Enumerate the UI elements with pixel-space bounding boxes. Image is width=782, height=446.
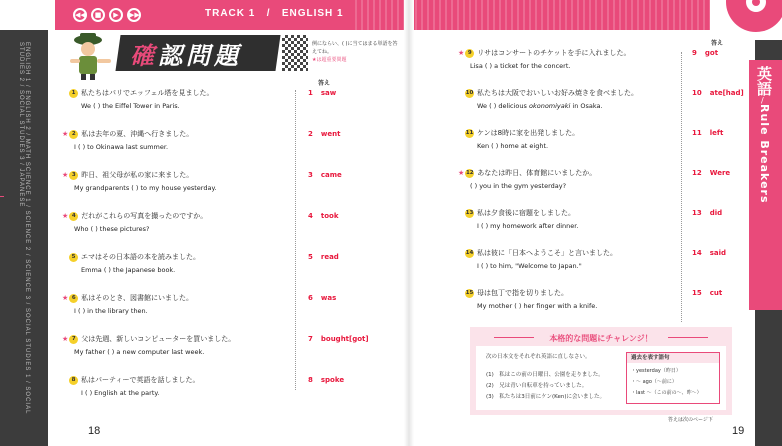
- question-number: 10: [465, 89, 474, 96]
- hint-item: ・yesterday（昨日）: [631, 368, 681, 374]
- answer-divider-left: [295, 90, 301, 390]
- book-gutter: [404, 0, 414, 446]
- answer-number: 3: [308, 171, 313, 179]
- question-english: [477, 142, 548, 150]
- answer-value: took: [320, 212, 339, 220]
- answer-number: 5: [308, 253, 313, 261]
- answer-number: 4: [308, 212, 313, 220]
- title-instruction: [312, 40, 400, 64]
- answer-value: said: [709, 249, 727, 257]
- disc-icon: [720, 0, 782, 40]
- question-english-italic: okonomiyaki: [528, 102, 571, 110]
- question-japanese: [465, 88, 638, 98]
- page-number-left: 18: [88, 425, 101, 437]
- question-japanese: [62, 170, 193, 180]
- answer-value: got: [704, 49, 719, 57]
- answer-number: 7: [308, 335, 313, 343]
- hint-title: 過去を表す語句: [627, 353, 719, 363]
- answer-number: 10: [692, 89, 702, 97]
- hint-item: ・last 〜（この前の〜、昨〜）: [631, 390, 702, 396]
- question-english-text: Lisa ( ) a ticket for the concert.: [470, 62, 571, 70]
- question-japanese: [62, 293, 193, 303]
- question-text: 私たちは大阪でおいしいお好み焼きを食べました。: [477, 89, 638, 97]
- question-number: 7: [69, 335, 78, 344]
- question-number: 1: [69, 89, 78, 98]
- question-text: ケンは8時に家を出発しました。: [477, 129, 580, 137]
- answer-value: read: [320, 253, 339, 261]
- question-english: [477, 262, 582, 270]
- question-text: 私はパーティーで英語を話しました。: [81, 376, 200, 384]
- answer-value: saw: [320, 89, 337, 97]
- question-english-text: Ken ( ) home at eight.: [477, 142, 549, 150]
- question-japanese: [458, 48, 631, 58]
- title-accent-char: 確: [130, 42, 158, 70]
- answer-value: was: [320, 294, 337, 302]
- answer-value: bought[got]: [320, 335, 369, 343]
- answer-value: Were: [709, 169, 731, 177]
- question-text: 昨日、祖父母が私の家に来ました。: [81, 171, 194, 179]
- answer: [308, 171, 342, 179]
- question-english: My father ( ) a new computer last week.: [74, 348, 205, 356]
- question-japanese: [69, 252, 200, 262]
- challenge-item: (1) 私はこの前の日曜日、公園を走りました。: [486, 372, 604, 378]
- rewind-icon[interactable]: ◀◀: [73, 8, 87, 22]
- challenge-instruction: 次の日本文をそれぞれ英語に直しなさい。: [486, 354, 591, 360]
- question-text: リサはコンサートのチケットを手に入れました。: [477, 49, 631, 57]
- mascot-icon: [60, 32, 118, 80]
- question-number: 2: [69, 130, 78, 139]
- question-english: [477, 302, 597, 310]
- instruction-text: 例にならい、( )に当てはまる単語を答えてね。: [312, 41, 398, 55]
- answer-number: 15: [692, 289, 702, 297]
- question-japanese: [62, 211, 207, 221]
- question-english: We ( ) the Eiffel Tower in Paris.: [81, 102, 180, 110]
- challenge-box: [470, 327, 732, 415]
- subject-tab-label: 英語: [755, 66, 773, 96]
- answer-heading-right: 答え: [711, 40, 724, 47]
- track-subject: ENGLISH 1: [281, 8, 344, 19]
- question-japanese: [62, 129, 193, 139]
- stop-icon[interactable]: ■: [91, 8, 105, 22]
- title-rest: 認問題: [158, 42, 242, 70]
- question-number: 8: [69, 376, 78, 385]
- answer-number: 13: [692, 209, 702, 217]
- question-english: [477, 102, 603, 110]
- answer-number: 14: [692, 249, 702, 257]
- question-english: [477, 222, 578, 230]
- page-title: [130, 36, 242, 71]
- answer-value: ate[had]: [709, 89, 744, 97]
- left-spine: [0, 30, 48, 446]
- answer-value: came: [320, 171, 342, 179]
- forward-icon[interactable]: ▶▶: [127, 8, 141, 22]
- question-english: My grandparents ( ) to my house yesterday.: [74, 184, 217, 192]
- question-text: あなたは昨日、体育館にいましたか。: [477, 169, 597, 177]
- next-page-note: 答えは次のページ下: [668, 417, 713, 423]
- answer-heading-left: 答え: [318, 80, 331, 87]
- question-number: 14: [465, 249, 474, 256]
- answer: [692, 209, 722, 217]
- question-english-text: I ( ) my homework after dinner.: [477, 222, 579, 230]
- question-text: 私は去年の夏、沖縄へ行きました。: [81, 130, 194, 138]
- star-icon: ★: [62, 171, 69, 179]
- star-icon: ★: [62, 335, 69, 343]
- question-japanese: [465, 288, 568, 298]
- question-english: Emma ( ) the Japanese book.: [81, 266, 176, 274]
- challenge-item: (3) 私たちは3日前にケン(Ken)に会いました。: [486, 394, 606, 400]
- question-english-text: in Osaka.: [570, 102, 603, 110]
- question-number: 15: [465, 289, 474, 296]
- answer: [692, 249, 726, 257]
- question-english-text: My mother ( ) her finger with a knife.: [477, 302, 598, 310]
- answer-number: 1: [308, 89, 313, 97]
- question-text: エマはその日本語の本を読みました。: [81, 253, 200, 261]
- question-text: 私は彼に「日本へようこそ」と言いました。: [477, 249, 617, 257]
- answer: [692, 49, 718, 57]
- question-english: [470, 62, 570, 70]
- header-bar: [55, 0, 710, 30]
- answer: [308, 376, 344, 384]
- answer-value: cut: [709, 289, 723, 297]
- star-icon: ★: [62, 212, 69, 220]
- answer-value: went: [320, 130, 341, 138]
- question-number: 11: [465, 129, 474, 136]
- answer-number: 12: [692, 169, 702, 177]
- star-note: ★は超重要問題: [312, 57, 347, 63]
- answer-number: 2: [308, 130, 313, 138]
- question-japanese: [465, 208, 575, 218]
- question-english-text: ( ) you in the gym yesterday?: [470, 182, 567, 190]
- answer-number: 9: [692, 49, 697, 57]
- question-number: 5: [69, 253, 78, 262]
- track-separator: /: [266, 8, 271, 19]
- question-text: 私はそのとき、図書館にいました。: [81, 294, 194, 302]
- challenge-title: 本格的な問題にチャレンジ！: [549, 334, 653, 343]
- question-japanese: [465, 248, 617, 258]
- question-english: I ( ) English at the party.: [81, 389, 160, 397]
- question-japanese: [458, 168, 596, 178]
- question-english-text: I ( ) to him, "Welcome to Japan.": [477, 262, 582, 270]
- answer: [308, 130, 340, 138]
- answer-divider-right: [681, 52, 687, 322]
- answer-value: left: [709, 129, 724, 137]
- question-text: 私は夕食後に宿題をしました。: [477, 209, 575, 217]
- play-icon[interactable]: ▶: [109, 8, 123, 22]
- answer: [308, 253, 339, 261]
- edge-mark: [0, 196, 4, 197]
- question-japanese: [69, 88, 214, 98]
- answer-value: spoke: [320, 376, 345, 384]
- question-japanese: [465, 128, 579, 138]
- question-text: 私たちはパリでエッフェル塔を見ました。: [81, 89, 214, 97]
- page-number-right: 19: [732, 425, 745, 437]
- subject-tab-separator: /: [761, 96, 764, 105]
- question-japanese: [62, 334, 235, 344]
- track-number: TRACK 1: [205, 8, 256, 19]
- track-label: [205, 8, 344, 19]
- question-text: 母は包丁で指を切りました。: [477, 289, 568, 297]
- question-text: 父は先週、新しいコンピューターを買いました。: [81, 335, 236, 343]
- question-number: 6: [69, 294, 78, 303]
- star-icon: ★: [458, 169, 465, 177]
- answer: [308, 294, 336, 302]
- answer: [308, 89, 336, 97]
- answer: [692, 89, 744, 97]
- star-icon: ★: [458, 49, 465, 57]
- question-english-text: We ( ) delicious: [477, 102, 529, 110]
- answer: [308, 212, 339, 220]
- answer-number: 6: [308, 294, 313, 302]
- answer-number: 11: [692, 129, 702, 137]
- answer-value: did: [709, 209, 723, 217]
- question-english: I ( ) to Okinawa last summer.: [74, 143, 169, 151]
- star-icon: ★: [62, 294, 69, 302]
- checker-pattern: [282, 35, 308, 71]
- hint-box: [626, 352, 720, 404]
- section-tab-label: Rule Breakers: [758, 104, 771, 204]
- question-number: 4: [69, 212, 78, 221]
- star-icon: ★: [62, 130, 69, 138]
- question-number: 12: [465, 169, 474, 176]
- answer: [692, 169, 730, 177]
- challenge-item: (2) 兄は青い自転車を持っていました。: [486, 383, 588, 389]
- answer: [308, 335, 369, 343]
- question-text: だれがこれらの写真を撮ったのですか。: [81, 212, 208, 220]
- question-english: [470, 182, 566, 190]
- subject-tab[interactable]: [749, 60, 782, 310]
- answer: [692, 289, 722, 297]
- question-number: 13: [465, 209, 474, 216]
- question-number: 9: [465, 49, 474, 58]
- answer-number: 8: [308, 376, 313, 384]
- question-english: I ( ) in the library then.: [74, 307, 148, 315]
- challenge-content: [476, 346, 726, 410]
- question-japanese: [69, 375, 199, 385]
- answer: [692, 129, 723, 137]
- spine-subject-list: ENGLISH 1 / ENGLISH 2 / MATH SCIENCE 1 / SCIENCE 2 / SCIENCE 3 / SOCIAL STUDIES 1 / SOCIAL STUDIES 2 / SOCIAL STUDIES 3 / JAPANESE: [18, 42, 30, 415]
- question-english: Who ( ) these pictures?: [74, 225, 150, 233]
- hint-item: ・〜 ago（〜前に）: [631, 379, 677, 385]
- challenge-rule-right: [668, 337, 708, 338]
- question-number: 3: [69, 171, 78, 180]
